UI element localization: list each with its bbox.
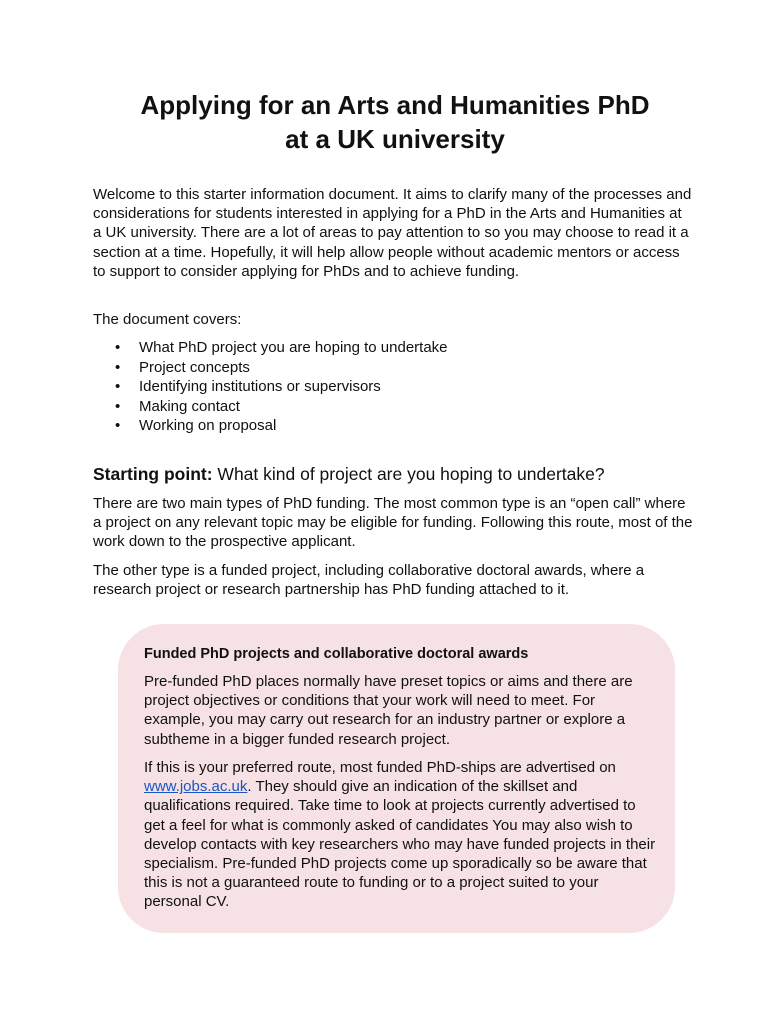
covers-item: • Project concepts — [93, 358, 653, 378]
section-heading — [93, 462, 713, 486]
callout-title: Funded PhD projects and collaborative doctoral awards — [144, 646, 529, 662]
section-paragraph-2: The other type is a funded project, including collaborative doctoral awards, where a research project or research partnership has PhD funding attached to it. — [93, 562, 645, 599]
section-heading-rest: What kind of project are you hoping to undertake? — [212, 464, 605, 484]
section-paragraph-1: There are two main types of PhD funding. The most common type is an “open call” where a project on any relevant topic may be eligible for funding. Following this route, most of the work down to the prospective applicant. — [93, 495, 693, 551]
callout-paragraph-2-before: If this is your preferred route, most funded PhD-ships are advertised on — [144, 759, 616, 776]
document-title — [60, 88, 730, 156]
covers-item: • Working on proposal — [93, 416, 653, 436]
callout-paragraph-2-after: . They should give an indication of the skillset and qualifications required. Take time to look at projects currently advertised to get a feel for what is commonly asked of candidates You may also wish to develop contacts with key researchers who may have funded projects in their specialism. Pre-funded PhD projects come up sporadically so be aware that this is not a guaranteed route to funding or to a project suited to your personal CV. — [144, 778, 656, 911]
covers-list — [93, 338, 653, 436]
covers-item: • Making contact — [93, 397, 653, 417]
section-heading-strong: Starting point: — [93, 464, 213, 484]
covers-label: The document covers: — [93, 311, 242, 328]
intro-paragraph: Welcome to this starter information document. It aims to clarify many of the processes and considerations for students interested in applying for a PhD in the Arts and Humanities at a UK university. There are a lot of areas to pay attention to so you may choose to read it a section at a time. Hopefully, it will help allow people without academic mentors or access to support to consider applying for PhDs and to achieve funding. — [93, 186, 692, 280]
jobs-ac-uk-link[interactable]: www.jobs.ac.uk — [144, 778, 248, 796]
callout-paragraph-2 — [144, 758, 656, 912]
title-line-2: at a UK university — [285, 124, 505, 154]
covers-item: • Identifying institutions or supervisors — [93, 377, 653, 397]
callout-paragraph-1: Pre-funded PhD places normally have preset topics or aims and there are project objectives or conditions that your work will need to meet. For example, you may carry out research for an industry partner or explore a subtheme in a bigger funded research project. — [144, 673, 633, 748]
covers-item: • What PhD project you are hoping to undertake — [93, 338, 653, 358]
title-line-1: Applying for an Arts and Humanities PhD — [140, 90, 650, 120]
callout-box — [118, 624, 675, 933]
